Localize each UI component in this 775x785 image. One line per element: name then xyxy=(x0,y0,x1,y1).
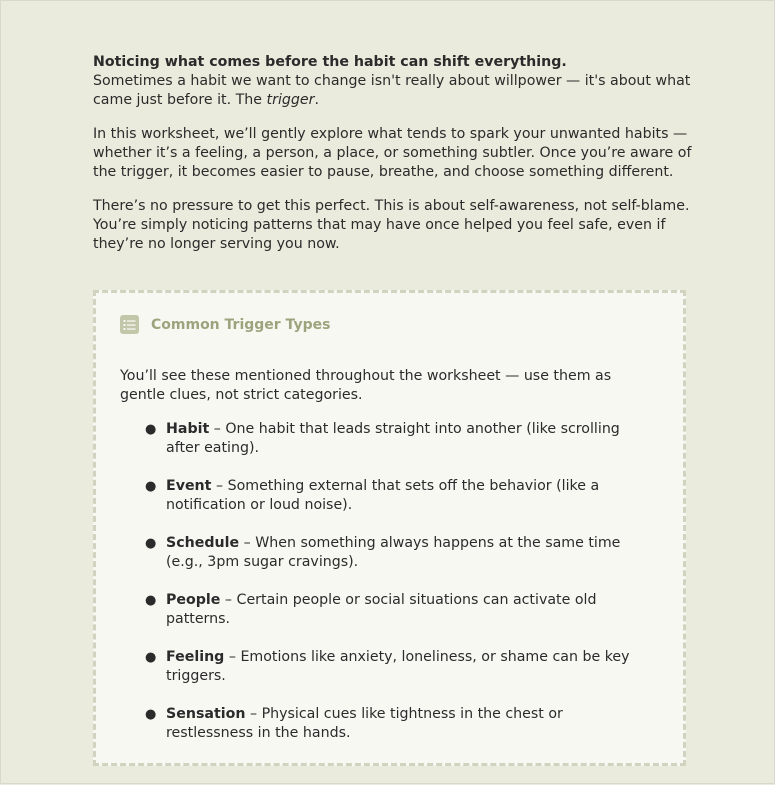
trigger-item-sensation xyxy=(120,705,650,743)
trigger-item-feeling xyxy=(120,648,650,686)
intro-p1-emphasis: trigger xyxy=(266,92,315,108)
bullet-icon: ● xyxy=(145,593,157,608)
trigger-description: – Certain people or social situations can activate old patterns. xyxy=(166,592,597,627)
intro-p1-text: Sometimes a habit we want to change isn't really about willpower — it's about what came just before it. The xyxy=(93,73,691,108)
intro-paragraph-2: In this worksheet, we’ll gently explore what tends to spark your unwanted habits — whether it’s a feeling, a person, a place, or something subtler. Once you’re aware of the trigger, it becomes easier to pause, breathe, and choose something different. xyxy=(93,126,692,180)
trigger-list xyxy=(120,420,650,762)
list-icon xyxy=(120,315,139,334)
bullet-icon: ● xyxy=(145,707,157,722)
intro-section xyxy=(93,53,693,269)
card-header xyxy=(120,315,330,334)
card-title: Common Trigger Types xyxy=(151,316,331,333)
intro-paragraph-3: There’s no pressure to get this perfect. This is about self-awareness, not self-blame. You’re simply noticing patterns that may have once helped you feel safe, even if they’re no longer serving you now. xyxy=(93,198,690,252)
trigger-name: People xyxy=(166,592,221,608)
bullet-icon: ● xyxy=(145,479,157,494)
trigger-description: – Emotions like anxiety, loneliness, or shame can be key triggers. xyxy=(166,649,630,684)
trigger-item-people xyxy=(120,591,650,629)
trigger-description: – Something external that sets off the behavior (like a notification or loud noise). xyxy=(166,478,600,513)
trigger-name: Feeling xyxy=(166,649,225,665)
trigger-description: – One habit that leads straight into another (like scrolling after eating). xyxy=(166,421,620,456)
card-intro: You’ll see these mentioned throughout the worksheet — use them as gentle clues, not strict categories. xyxy=(120,368,612,403)
bullet-icon: ● xyxy=(145,422,157,437)
trigger-description: – When something always happens at the same time (e.g., 3pm sugar cravings). xyxy=(166,535,621,570)
intro-lead: Noticing what comes before the habit can shift everything. xyxy=(93,54,567,70)
trigger-name: Sensation xyxy=(166,706,246,722)
trigger-name: Habit xyxy=(166,421,210,437)
trigger-description: – Physical cues like tightness in the chest or restlessness in the hands. xyxy=(166,706,563,741)
trigger-name: Schedule xyxy=(166,535,240,551)
trigger-types-card xyxy=(93,290,686,766)
intro-p1-end: . xyxy=(314,92,319,108)
bullet-icon: ● xyxy=(145,650,157,665)
trigger-item-schedule xyxy=(120,534,650,572)
trigger-item-habit xyxy=(120,420,650,458)
intro-paragraph-1 xyxy=(93,53,693,110)
bullet-icon: ● xyxy=(145,536,157,551)
trigger-item-event xyxy=(120,477,650,515)
worksheet-page xyxy=(1,1,775,785)
trigger-name: Event xyxy=(166,478,212,494)
